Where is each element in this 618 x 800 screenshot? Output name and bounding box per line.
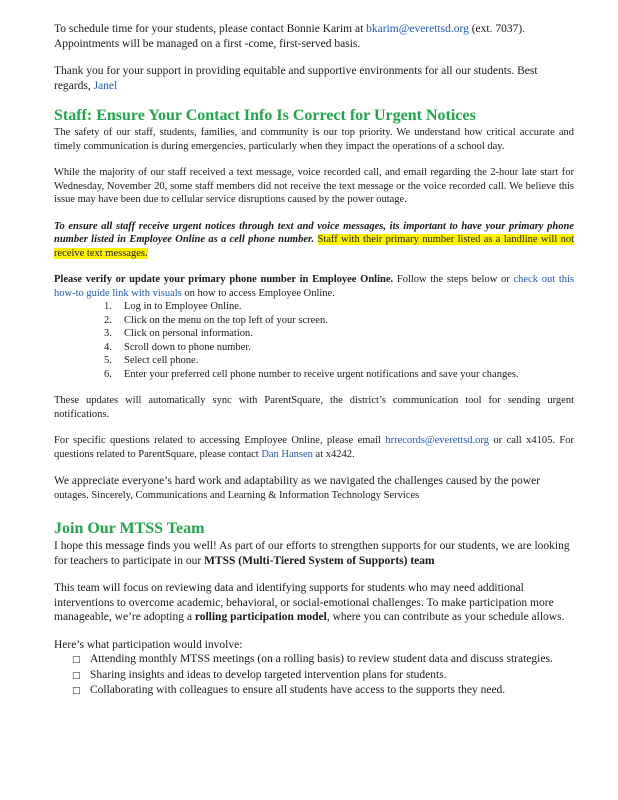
list-item: □ Collaborating with colleagues to ensure all students have access to the supports they need. (72, 683, 574, 699)
bullet-icon: □ (72, 670, 81, 681)
staff-para-majority: While the majority of our staff received a text message, voice recorded call, and email regarding the 2-hour late start for Wednesday, November 20, some staff members did not receive the text message or the voice recorded call. We believe this issue may have been due to cellular service disruptions caused by the power outage. (54, 167, 574, 205)
thanks-paragraph (54, 64, 574, 93)
mtss-heading: Join Our MTSS Team (54, 520, 205, 537)
staff-para-sync: These updates will automatically sync with ParentSquare, the district’s communication tool for sending urgent notifications. (54, 395, 574, 420)
landline-highlight: Staff with their primary number listed as a landline will not receive text messages. (54, 234, 575, 259)
how-to-guide-link[interactable]: check out this how-to guide link with visuals (54, 274, 575, 299)
schedule-paragraph (54, 22, 574, 51)
schedule-email-link[interactable]: bkarim@everettsd.org (366, 23, 469, 35)
ensure-italic-text: To ensure all staff receive urgent notices through text and voice messages, its important to have your primary phone number listed in Employee Online as a cell phone number. (54, 220, 574, 245)
document-page (54, 22, 574, 699)
bullet-icon: □ (72, 686, 81, 696)
list-item: 4. Scroll down to phone number. (104, 341, 251, 353)
mtss-para-intro (54, 539, 574, 568)
schedule-ext: (ext. 7037). (471, 23, 526, 35)
staff-para-appreciate (54, 474, 574, 502)
mtss-team-bold: MTSS (Multi-Tiered System of Supports) team (204, 554, 435, 567)
mtss-para-focus (54, 581, 574, 625)
appreciate-text: We appreciate everyone’s hard work and adaptability as we navigated the challenges caused by the power (54, 475, 541, 487)
signer-name: Janel (93, 79, 118, 92)
list-item: 3. Click on personal information. (104, 328, 253, 339)
list-item: 6. Enter your preferred cell phone number to receive urgent notifications and save your changes. (104, 368, 519, 380)
contact-name: Dan Hansen (261, 448, 313, 460)
staff-para-questions (54, 434, 574, 461)
staff-para-ensure (54, 220, 574, 261)
thanks-text: Thank you for your support in providing equitable and supportive environments for all our students. Best regards, (54, 65, 538, 92)
appointments-text: Appointments will be managed on a first -come, first-served basis. (54, 37, 361, 50)
verify-rest-text: Follow the steps below or (396, 274, 510, 285)
rolling-model-bold: rolling participation model (194, 611, 327, 623)
mtss-focus-text: This team will focus on reviewing data and identifying supports for students who may need additional interventions to overcome academic, behavioral, or social-emotional challenges. To make participation more manageable, we’re adopting a (54, 582, 554, 623)
staff-para-safety: The safety of our staff, students, families, and community is our top priority. We understand how critical accurate and timely communication is during emergencies, particularly when they impact the operations of a school day. (54, 127, 574, 152)
hrrecords-email-link[interactable]: hrrecords@everettsd.org (385, 435, 489, 446)
list-item: □ Sharing insights and ideas to develop targeted intervention plans for students. (72, 668, 574, 684)
mtss-focus-tail: , where you can contribute as your schedule allows. (326, 611, 565, 623)
questions-text-b: or call x4105. For questions related to ParentSquare, please contact (54, 435, 575, 460)
schedule-text: To schedule time for your students, please contact Bonnie Karim at (54, 23, 364, 35)
signoff-text: outages. Sincerely, Communications and Learning & Information Technology Services (54, 489, 420, 501)
mtss-bullet-list (54, 652, 574, 699)
list-item: 1. Log in to Employee Online. (104, 301, 242, 312)
list-item: □ Attending monthly MTSS meetings (on a rolling basis) to review student data and discuss strategies. (72, 652, 574, 668)
verify-tail-text: on how to access Employee Online. (184, 287, 335, 299)
staff-para-verify (54, 273, 574, 300)
mtss-para-involve: Here’s what participation would involve: (54, 638, 243, 651)
bullet-icon: □ (72, 655, 81, 665)
questions-text-c: at x4242. (315, 448, 355, 460)
staff-heading: Staff: Ensure Your Contact Info Is Correct for Urgent Notices (54, 107, 476, 124)
list-item: 5. Select cell phone. (104, 355, 199, 366)
list-item: 2. Click on the menu on the top left of your screen. (104, 314, 328, 326)
steps-list (54, 300, 574, 381)
mtss-intro-text: I hope this message finds you well! As part of our efforts to strengthen supports for our students, we are looking for teachers to participate in our (54, 540, 570, 567)
questions-text-a: For specific questions related to accessing Employee Online, please email (54, 435, 381, 446)
verify-bold-text: Please verify or update your primary phone number in Employee Online. (54, 274, 394, 285)
